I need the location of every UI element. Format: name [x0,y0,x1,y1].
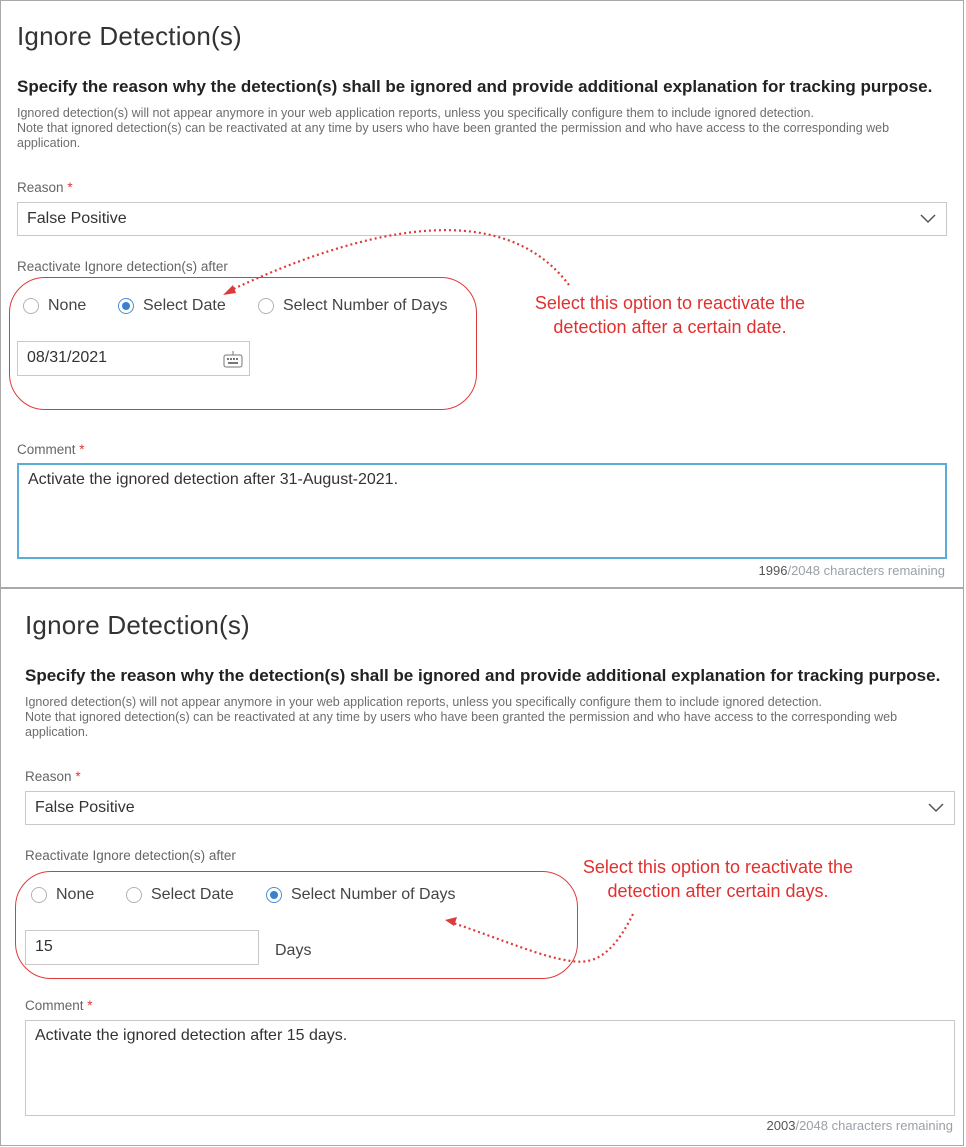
radio-select-days-label: Select Number of Days [283,297,448,314]
required-mark: * [67,180,73,195]
required-mark: * [87,998,93,1013]
info-note-line: Ignored detection(s) will not appear anymore in your web application reports, unless you specifically configure them to include ignored detection. [17,106,814,120]
remaining-count: 1996 [758,563,788,578]
page-title: Ignore Detection(s) [25,610,250,640]
reason-selected-value: False Positive [27,210,127,227]
info-note-line: Note that ignored detection(s) can be reactivated at any time by users who have been granted the permission and who have access to the corresponding web application. [17,121,890,150]
annotation-arrow [1,589,965,1147]
info-note-line: Ignored detection(s) will not appear anymore in your web application reports, unless you specifically configure them to include ignored detection. [25,695,822,709]
radio-none-label: None [56,886,95,903]
required-mark: * [79,442,85,457]
required-mark: * [75,769,81,784]
annotation-callout: Select this option to reactivate the detection after a certain date. [534,293,806,337]
counter-suffix: /2048 characters remaining [787,563,945,578]
reactivate-label: Reactivate Ignore detection(s) after [17,259,228,274]
comment-label-text: Comment [17,442,76,457]
date-input-value: 08/31/2021 [27,349,108,366]
radio-select-days-label: Select Number of Days [291,886,456,903]
comment-textarea[interactable]: Activate the ignored detection after 15 days. [25,1020,955,1116]
reason-label-text: Reason [25,769,72,784]
counter-suffix: /2048 characters remaining [795,1118,953,1133]
annotation-arrow [1,1,965,589]
page-subtitle: Specify the reason why the detection(s) shall be ignored and provide additional explanation for tracking purpose. [17,77,933,96]
radio-select-date-label: Select Date [143,297,226,314]
reactivate-label: Reactivate Ignore detection(s) after [25,848,236,863]
reason-label-text: Reason [17,180,64,195]
info-note-line: Note that ignored detection(s) can be reactivated at any time by users who have been granted the permission and who have access to the corresponding web application. [25,710,898,739]
days-unit-label: Days [275,942,312,959]
radio-none-label: None [48,297,87,314]
reason-selected-value: False Positive [35,799,135,816]
days-input[interactable]: 15 [25,930,259,965]
ignore-detection-panel-days [0,588,964,1146]
comment-textarea[interactable]: Activate the ignored detection after 31-August-2021. [17,463,947,559]
page-subtitle: Specify the reason why the detection(s) shall be ignored and provide additional explanation for tracking purpose. [25,666,941,685]
radio-select-date-label: Select Date [151,886,234,903]
remaining-count: 2003 [766,1118,796,1133]
comment-label-text: Comment [25,998,84,1013]
page-title: Ignore Detection(s) [17,21,242,51]
annotation-callout: Select this option to reactivate the detection after certain days. [582,857,854,901]
